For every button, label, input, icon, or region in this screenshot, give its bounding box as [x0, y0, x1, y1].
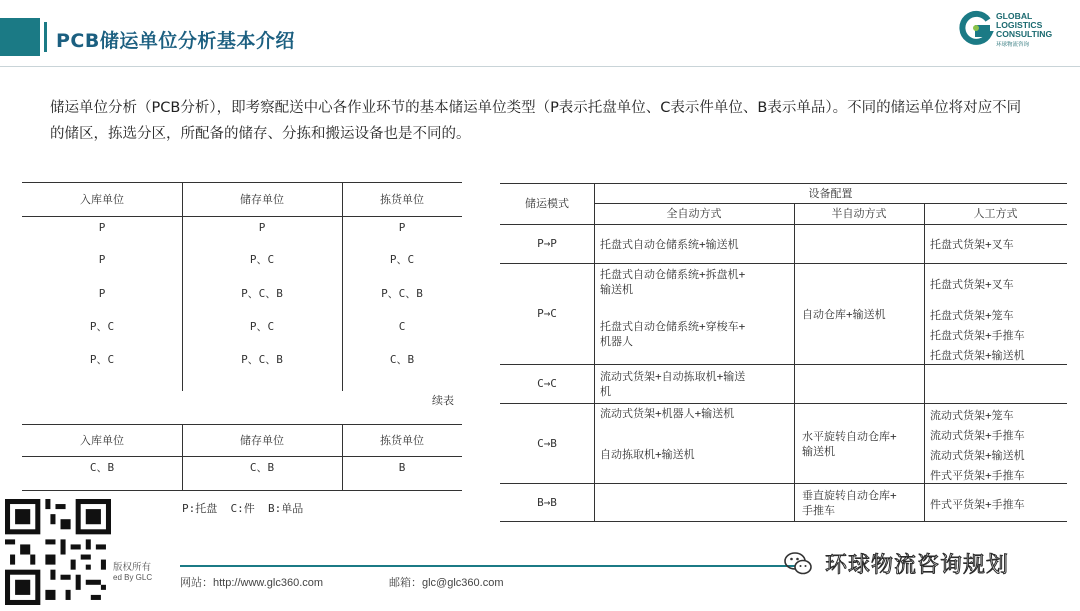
mode-cell: B→B: [537, 495, 557, 509]
page-title: PCB储运单位分析基本介绍: [56, 30, 295, 52]
semi-auto-cell: 水平旋转自动仓库+ 输送机: [802, 430, 897, 458]
header-storage-unit: 储存单位: [240, 193, 284, 206]
mode-cell: C→C: [537, 377, 557, 390]
header-inbound-unit: 入库单位: [80, 193, 124, 206]
copyright-text: 版权所有: [113, 562, 152, 573]
header-storage-mode: 储运模式: [525, 197, 569, 210]
mode-cell: P→C: [537, 307, 557, 320]
table-row: P、C P、C C: [89, 319, 406, 333]
semi-auto-cell: 自动仓库+输送机: [802, 308, 886, 321]
wechat-icon: [783, 550, 813, 578]
g-logo-icon: [958, 10, 994, 46]
table-row: C、B C、B B: [89, 460, 406, 474]
wechat-account: [783, 548, 1073, 580]
manual-cell: 托盘式货架+笼车 托盘式货架+手推车 托盘式货架+输送机: [930, 309, 1025, 362]
table-row: P P、C、B P、C、B: [98, 286, 423, 300]
manual-cell: 件式平货架+手推车: [930, 498, 1025, 511]
manual-cell: 流动式货架+笼车 流动式货架+手推车 流动式货架+输送机 件式平货架+手推车: [930, 409, 1025, 482]
full-auto-cell: 托盘式自动仓储系统+拆盘机+ 输送机: [600, 268, 746, 296]
manual-cell: 托盘式货架+叉车: [930, 278, 1014, 291]
mode-cell: C→B: [537, 436, 557, 450]
table-row: P P P: [98, 220, 406, 234]
header-equipment-config: 设备配置: [808, 186, 853, 200]
logo-text: GLOBAL LOGISTICS CONSULTING: [996, 11, 1053, 39]
semi-auto-cell: 垂直旋转自动仓库+ 手推车: [802, 489, 897, 517]
copyright-text-en: ed By GLC: [113, 573, 153, 582]
manual-cell: 托盘式货架+叉车: [930, 238, 1014, 251]
full-auto-cell: 流动式货架+自动拣取机+输送 机: [600, 370, 746, 398]
header-divider: [44, 22, 47, 52]
logo-subtitle: 环球物流咨询: [996, 42, 1030, 48]
footer-rule: [180, 565, 800, 567]
wechat-account-name: 环球物流咨询规划: [825, 553, 1010, 578]
header-semi-auto: 半自动方式: [831, 207, 887, 220]
header-accent-bar: [0, 18, 40, 56]
header-picking-unit: 拣货单位: [380, 193, 424, 206]
header-rule: [0, 66, 1080, 67]
company-logo: [958, 10, 1073, 50]
intro-paragraph: 储运单位分析（PCB分析），即考察配送中心各作业环节的基本储运单位类型（P表示托盘单位、C表示件单位、B表示单品）。不同的储运单位将对应不同的储区，拣选分区，所配备的储存、分拣和搬运设备也是不同的。: [50, 100, 1022, 142]
table-legend: P:托盘 C:件 B:单品: [182, 502, 304, 515]
continued-label: 续表: [432, 394, 454, 407]
table-row: P P、C P、C: [98, 252, 415, 266]
full-auto-cell: 自动拣取机+输送机: [600, 448, 695, 461]
header-manual: 人工方式: [973, 207, 1018, 220]
table-row: P、C P、C、B C、B: [89, 353, 415, 366]
website-link[interactable]: 网站：http://www.glc360.com: [180, 577, 324, 589]
table-header-row: 入库单位 储存单位 拣货单位: [80, 434, 424, 447]
full-auto-cell: 流动式货架+机器人+输送机: [600, 407, 735, 420]
header-full-auto: 全自动方式: [666, 207, 722, 220]
full-auto-cell: 托盘式自动仓储系统+穿梭车+ 机器人: [600, 320, 746, 348]
email-link[interactable]: 邮箱：glc@glc360.com: [389, 577, 504, 589]
full-auto-cell: 托盘式自动仓储系统+输送机: [600, 238, 739, 251]
qr-code-icon[interactable]: [5, 498, 111, 606]
mode-cell: P→P: [537, 237, 557, 250]
equipment-config-table: [500, 183, 1067, 522]
